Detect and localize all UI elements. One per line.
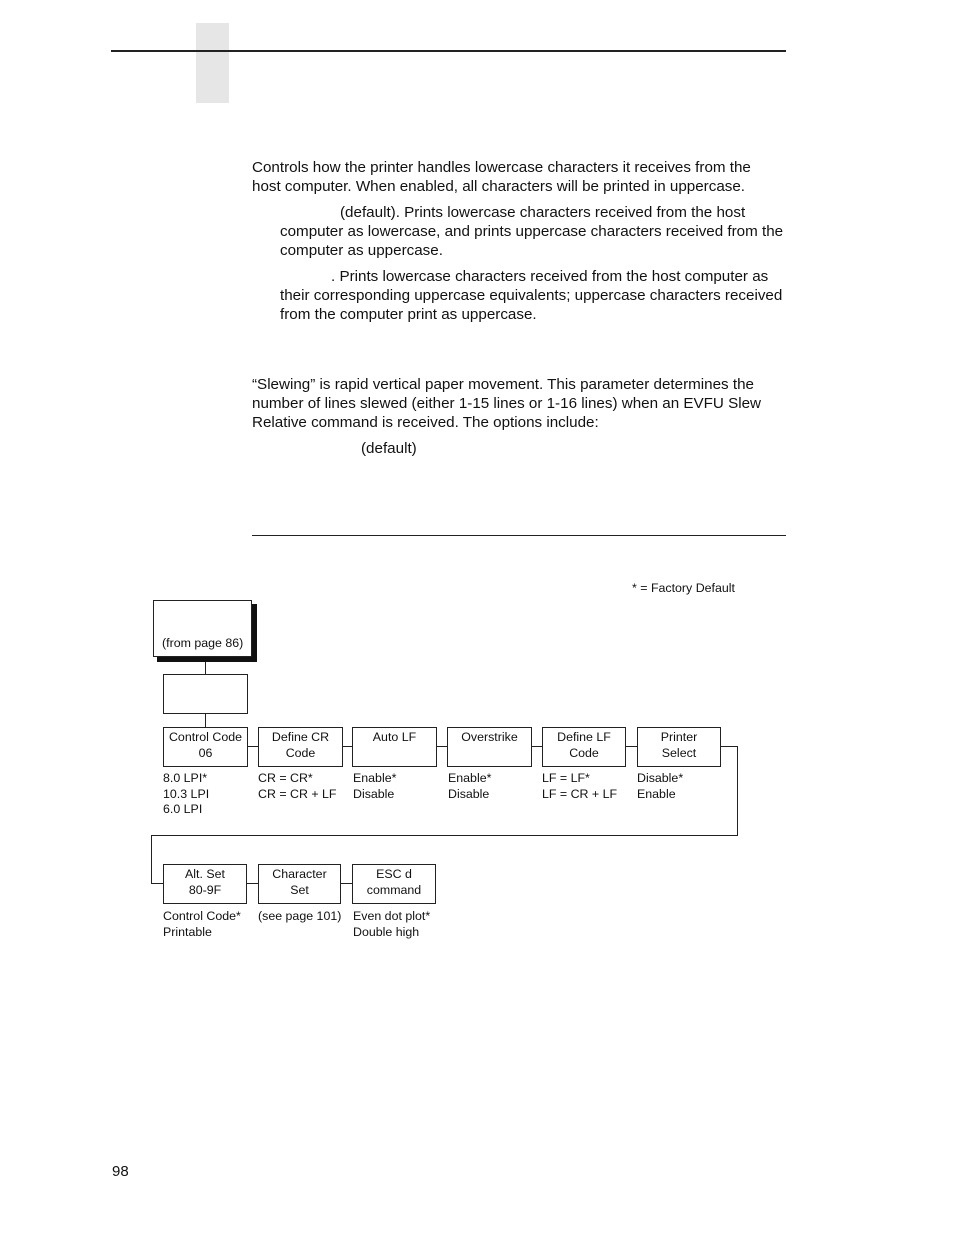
- chapter-tab-marker: [196, 23, 229, 103]
- menu-box-define-cr-code: [258, 727, 343, 767]
- options-control-code-06: [163, 771, 209, 818]
- menu-box-label: Code: [569, 746, 599, 760]
- option-value: Control Code*: [163, 909, 241, 923]
- connector-line: [151, 835, 152, 884]
- menu-box-label: 06: [198, 746, 213, 760]
- uppercase-option-enable: . Prints lowercase characters received from the host computer as their corresponding uppercase equivalents; uppercase characters received from the computer print as uppercase.: [280, 268, 783, 323]
- menu-box-label: Character: [272, 867, 327, 881]
- option-value: Enable: [637, 786, 676, 801]
- option-value: Double high: [353, 924, 420, 939]
- menu-box-label: Define LF: [557, 730, 611, 744]
- menu-box-label: Printer: [660, 730, 698, 744]
- uppercase-description: Controls how the printer handles lowercase characters it receives from the host computer. When enabled, all characters will be printed in uppercase.: [252, 159, 751, 195]
- entry-box-label: (from page 86): [162, 636, 244, 650]
- option-value: Even dot plot*: [353, 909, 431, 923]
- option-value: Disable*: [637, 771, 684, 785]
- factory-default-legend: * = Factory Default: [632, 581, 735, 595]
- menu-box-label: Set: [290, 883, 309, 897]
- menu-box-label: Define CR: [271, 730, 330, 744]
- connector-line: [532, 746, 542, 747]
- options-define-lf-code: [542, 771, 617, 802]
- option-value: Disable: [448, 786, 490, 801]
- menu-box-label: Code: [285, 746, 316, 760]
- options-overstrike: [448, 771, 491, 802]
- option-value: 6.0 LPI: [163, 802, 203, 816]
- menu-box-label: Auto LF: [372, 730, 417, 744]
- page-number: 98: [112, 1163, 129, 1180]
- connector-line: [437, 746, 447, 747]
- menu-box-label: ESC d: [376, 867, 412, 881]
- menu-box-esc-d-command: [352, 864, 436, 904]
- option-value: Disable: [353, 786, 395, 801]
- connector-line: [151, 883, 163, 884]
- connector-line: [737, 746, 738, 836]
- option-value: LF = LF*: [542, 771, 590, 785]
- menu-box-label: 80-9F: [188, 883, 222, 897]
- menu-box-label: Alt. Set: [185, 867, 225, 881]
- menu-box-printer-select: [637, 727, 721, 767]
- menu-box-character-set: [258, 864, 341, 904]
- entry-menu-box: [153, 600, 252, 657]
- option-value: (see page 101): [258, 909, 342, 923]
- option-value: 10.3 LPI: [163, 786, 210, 801]
- menu-box-label: Select: [661, 746, 697, 760]
- uppercase-option-disable: (default). Prints lowercase characters received from the host computer as lowercase, and prints uppercase characters received from the computer as uppercase.: [280, 204, 784, 259]
- connector-line: [248, 746, 258, 747]
- connector-line: [205, 714, 206, 727]
- menu-box-define-lf-code: [542, 727, 626, 767]
- section-divider: [252, 535, 786, 536]
- menu-box-label: command: [366, 883, 422, 897]
- options-alt-set-80-9f: [163, 909, 241, 940]
- connector-line: [151, 835, 738, 836]
- connector-line: [721, 746, 737, 747]
- menu-box-auto-lf: [352, 727, 437, 767]
- option-value: CR = CR + LF: [258, 786, 337, 801]
- slew-description: “Slewing” is rapid vertical paper movement. This parameter determines the number of lines slewed (either 1-15 lines or 1-16 lines) when an EVFU Slew Relative command is received. The options include:: [252, 376, 762, 431]
- options-esc-d-command: [353, 909, 430, 940]
- submenu-box: [163, 674, 248, 714]
- option-value: 8.0 LPI*: [163, 771, 208, 785]
- menu-box-overstrike: [447, 727, 532, 767]
- connector-line: [341, 883, 352, 884]
- menu-box-control-code-06: [163, 727, 248, 767]
- options-auto-lf: [353, 771, 396, 802]
- options-character-set: [258, 909, 341, 925]
- connector-line: [205, 662, 206, 674]
- connector-line: [626, 746, 637, 747]
- option-value: CR = CR*: [258, 771, 313, 785]
- option-value: Enable*: [448, 771, 492, 785]
- header-rule: [111, 50, 786, 52]
- option-value: LF = CR + LF: [542, 786, 618, 801]
- connector-line: [247, 883, 258, 884]
- option-value: Enable*: [353, 771, 397, 785]
- options-define-cr-code: [258, 771, 337, 802]
- options-printer-select: [637, 771, 683, 802]
- slew-default-note: (default): [361, 440, 417, 457]
- option-value: Printable: [163, 924, 212, 939]
- menu-box-label: Control Code: [168, 730, 242, 744]
- menu-box-alt-set-80-9f: [163, 864, 247, 904]
- menu-box-label: Overstrike: [461, 730, 518, 744]
